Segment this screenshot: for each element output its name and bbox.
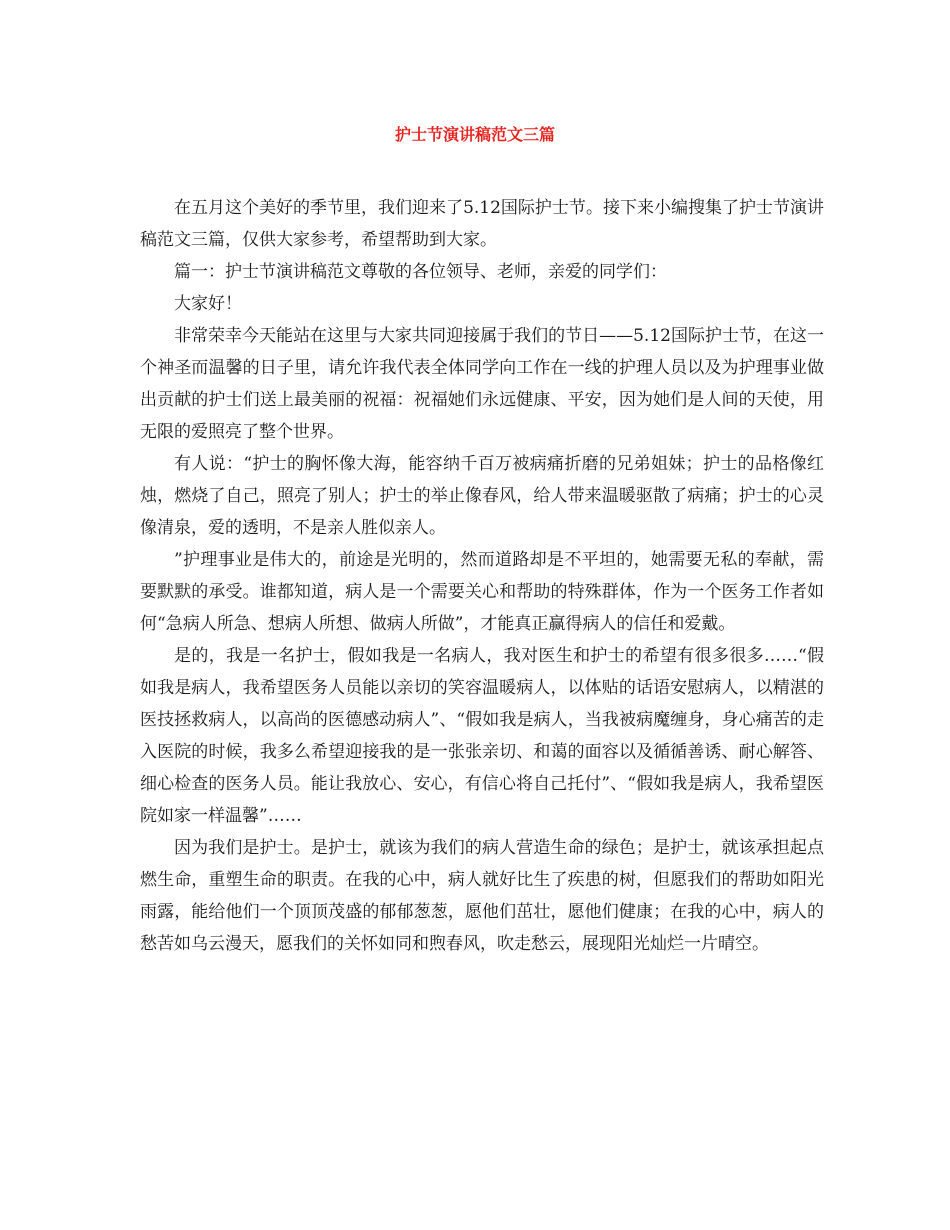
paragraph-intro: 在五月这个美好的季节里，我们迎来了5.12国际护士节。接下来小编搜集了护士节演讲稿范文三篇，仅供大家参考，希望帮助到大家。 xyxy=(140,198,824,250)
paragraph-because-nurses: 因为我们是护士。是护士，就该为我们的病人营造生命的绿色；是护士，就该承担起点燃生命，重塑生命的职责。在我的心中，病人就好比生了疾患的树，但愿我们的帮助如阳光雨露，能给他们一个顶顶茂盛的郁郁葱葱，愿他们茁壮，愿他们健康；在我的心中，病人的愁苦如乌云漫天，愿我们的关怀如同和煦春风，吹走愁云，展现阳光灿烂一片晴空。 xyxy=(140,838,824,954)
paragraph-greeting: 大家好！ xyxy=(174,294,242,314)
paragraph-nursing-career: ”护理事业是伟大的，前途是光明的，然而道路却是不平坦的，她需要无私的奉献，需要默默的承受。谁都知道，病人是一个需要关心和帮助的特殊群体，作为一个医务工作者如何“急病人所急、想病人所想、做病人所做”，才能真正赢得病人的信任和爱戴。 xyxy=(140,550,824,634)
paragraph-part-one-heading: 篇一：护士节演讲稿范文尊敬的各位领导、老师，亲爱的同学们： xyxy=(174,262,667,282)
paragraph-if-i-were-patient: 是的，我是一名护士，假如我是一名病人，我对医生和护士的希望有很多很多……“假如我是病人，我希望医务人员能以亲切的笑容温暖病人，以体贴的话语安慰病人，以精湛的医技拯救病人，以高尚的医德感动病人”、“假如我是病人，当我被病魔缠身，身心痛苦的走入医院的时候，我多么希望迎接我的是一张张亲切、和蔼的面容以及循循善诱、耐心解答、细心检查的医务人员。能让我放心、安心，有信心将自己托付”、“假如我是病人，我希望医院如家一样温馨”…… xyxy=(140,646,824,826)
document-body xyxy=(140,192,824,960)
paragraph-honor: 非常荣幸今天能站在这里与大家共同迎接属于我们的节日——5.12国际护士节，在这一个神圣而温馨的日子里，请允许我代表全体同学向工作在一线的护理人员以及为护理事业做出贡献的护士们送上最美丽的祝福：祝福她们永远健康、平安，因为她们是人间的天使，用无限的爱照亮了整个世界。 xyxy=(140,326,824,442)
paragraph-quote: 有人说：“护士的胸怀像大海，能容纳千百万被病痛折磨的兄弟姐妹；护士的品格像红烛，燃烧了自己，照亮了别人；护士的举止像春风，给人带来温暖驱散了病痛；护士的心灵像清泉，爱的透明，不是亲人胜似亲人。 xyxy=(140,454,824,538)
document-title: 护士节演讲稿范文三篇 xyxy=(394,125,555,144)
